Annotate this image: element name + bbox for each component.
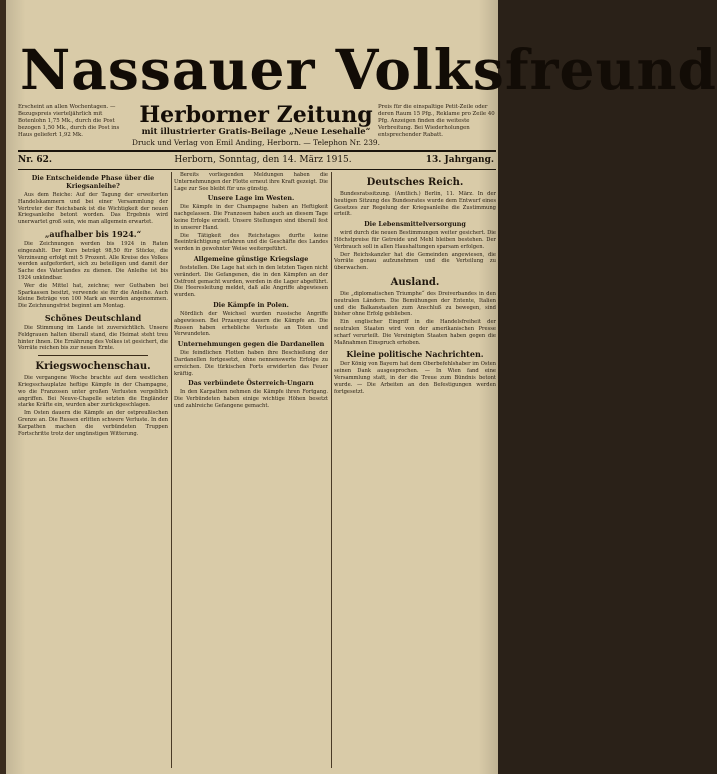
article-heading: Allgemeine günstige Kriegslage [193, 254, 309, 263]
article-paragraph: Bundesratssitzung. (Amtlich.) Berlin, 11. März. In der heutigen Sitzung des Bundesrates wurde dem Entwurf eines Gesetzes zur Regelung der Kriegsanleihe die Zustimmung erteilt. [334, 191, 496, 218]
article-heading: Das verbündete Österreich-Ungarn [188, 379, 314, 388]
column-separator [171, 172, 172, 768]
article-heading: Kleine politische Nachrichten. [346, 349, 484, 360]
article-heading: Die Entscheidende Phase über die Kriegsanleihe? [31, 174, 155, 190]
article-paragraph: Die Zeichnungen werden bis 1924 in Raten eingezahlt. Der Kurs beträgt 98,50 für Stücke, die Verzinsung erfolgt mit 5 Prozent. Alle Kreise des Volkes werden aufgefordert, sich zu beteiligen und damit der Sache des Vaterlandes zu dienen. Die Anleihe ist bis 1924 unkündbar. [18, 240, 168, 281]
article-paragraph: Wer die Mittel hat, zeichne; wer Guthaben bei Sparkassen besitzt, verwende sie für die Anleihe. Auch kleine Beträge von 100 Mark an werden angenommen. Die Zeichnungsfrist beginnt am Montag. [18, 282, 168, 310]
dateline [18, 152, 496, 168]
article-paragraph: Die feindlichen Flotten haben ihre Beschießung der Dardanellen fortgesetzt, ohne nennenswerte Erfolge zu erreichen. Die türkischen Forts erwiderten das Feuer kräftig. [174, 350, 328, 377]
article-paragraph: Im Osten dauern die Kämpfe an der ostpreußischen Grenze an. Die Russen erlitten schwere Verluste. In den Karpathen machen die verbündeten Truppen Fortschritte trotz der ungünstigen Witterung. [18, 410, 168, 437]
advertising-price-box: Preis für die einspaltige Petit-Zeile oder deren Raum 15 Pfg., Reklame pro Zeile 40 Pfg. Anzeigen finden die weiteste Verbreitung. Bei Wiederholungen entsprechender Rabatt. [378, 104, 495, 139]
column-separator [331, 172, 332, 768]
issue-place-date: Herborn, Sonntag, den 14. März 1915. [174, 155, 352, 165]
column-1 [18, 172, 168, 768]
article-paragraph: Der König von Bayern hat dem Oberbefehlshaber im Osten seinen Dank ausgesprochen. — In Wien fand eine Versammlung statt, in der die Treue zum Bündnis betont wurde. — Die Arbeiten an den Befestigungen werden fortgesetzt. [334, 361, 496, 395]
article-paragraph: Der Reichskanzler hat die Gemeinden angewiesen, die Vorräte genau aufzunehmen und die Verteilung zu überwachen. [334, 251, 496, 272]
article-separator [38, 355, 148, 356]
issue-year: 13. Jahrgang. [425, 155, 494, 165]
masthead-imprint: Druck und Verlag von Emil Anding, Herborn. — Telephon Nr. 239. [132, 138, 380, 147]
masthead-subtitle: Herborner Zeitung [139, 102, 373, 128]
article-paragraph: Die Kämpfe in der Champagne haben an Heftigkeit nachgelassen. Die Franzosen haben auch an diesem Tage keine Erfolge erzielt. Unsere Stellungen sind überall fest in unserer Hand. [174, 204, 328, 231]
article-paragraph: Nördlich der Weichsel wurden russische Angriffe abgewiesen. Bei Przasnysz dauern die Kämpfe an. Die Russen haben erhebliche Verluste an Toten und Verwundeten. [174, 310, 328, 338]
masthead-title: Nassauer Volksfreund [20, 37, 717, 102]
article-paragraph: In den Karpathen nehmen die Kämpfe ihren Fortgang. Die Verbündeten haben einige wichtige Höhen besetzt und zahlreiche Gefangene gemacht. [174, 389, 328, 409]
subscription-info-box: Erscheint an allen Wochentagen. — Bezugspreis vierteljährlich mit Botenlohn 1,75 Mk., durch die Post bezogen 1,50 Mk., durch die Post ins Haus geliefert 1,92 Mk. [18, 104, 120, 139]
article-heading: Kriegswochenschau. [35, 361, 151, 373]
article-paragraph: feststellen. Die Lage hat sich in den letzten Tagen nicht verändert. Die Gefangenen, die in den Kämpfen an der Ostfront gemacht wurden, werden in die Lager abgeführt. Die Heeresleitung meldet, daß alle Angriffe abgewiesen wurden. [174, 264, 328, 299]
article-paragraph: Die Tätigkeit des Reichstages durfte keine Beeinträchtigung erfahren und die Geschäfte des Landes werden in gewohnter Weise weitergeführt. [174, 232, 328, 253]
column-3 [334, 172, 496, 768]
article-paragraph: Die Stimmung im Lande ist zuversichtlich. Unsere Feldgrauen halten überall stand, die Heimat steht treu hinter ihnen. Die Ernährung des Volkes ist gesichert, die Vorräte reichen bis zur neuen Ernte. [18, 324, 168, 352]
article-heading: Die Lebensmittelversorgung [364, 220, 466, 229]
newspaper-page [6, 0, 717, 774]
article-paragraph: Die „diplomatischen Triumphe“ des Dreiverbandes in den neutralen Ländern. Die Bemühungen der Entente, Italien und die Balkanstaaten zum Anschluß zu bewegen, sind bisher ohne Erfolg geblieben. [334, 290, 496, 318]
masthead-rule-bottom [18, 169, 496, 170]
column-2 [174, 172, 328, 768]
article-heading: Schönes Deutschland [44, 312, 142, 323]
article-paragraph: Bereits vorliegenden Meldungen haben die Unternehmungen der Flotte erneut ihre Kraft gezeigt. Die Lage zur See bleibt für uns günstig. [174, 172, 328, 192]
article-heading: Deutsches Reich. [366, 177, 464, 188]
issue-number: Nr. 62. [18, 155, 53, 165]
article-paragraph: Ein englischer Eingriff in die Handelsfreiheit der neutralen Staaten wird von der amerikanischen Presse scharf verurteilt. Die Vereinigten Staaten haben gegen die Maßnahmen Einspruch erhoben. [334, 319, 496, 346]
article-heading: Unternehmungen gegen die Dardanellen [177, 340, 325, 349]
article-heading: Die Kämpfe in Polen. [213, 300, 289, 309]
masthead-supplement: mit illustrierter Gratis-Beilage „Neue Lesehalle“ [141, 126, 371, 136]
article-heading: Unsere Lage im Westen. [207, 194, 295, 203]
article-paragraph: Aus dem Reiche: Auf der Tagung der erweiterten Handelskammern und bei einer Versammlung der Vertreter der Reichsbank ist die Wichtigkeit der neuen Kriegsanleihe betont worden. Das Ergebnis wird unerwartet groß sein, wie man allgemein erwartet. [18, 192, 168, 226]
article-paragraph: wird durch die neuen Bestimmungen weiter gesichert. Die Höchstpreise für Getreide und Mehl bleiben bestehen. Der Verbrauch soll in allen Haushaltungen sparsam erfolgen. [334, 230, 496, 250]
article-heading: Ausland. [390, 276, 440, 288]
article-heading: „aufhalber bis 1924.“ [44, 228, 142, 239]
article-paragraph: Die vergangene Woche brachte auf dem westlichen Kriegsschauplatze heftige Kämpfe in der Champagne, wo die Franzosen unter großen Verlusten vergeblich angriffen. Bei Neuve-Chapelle setzten die Engländer starke Kräfte ein, wurden aber zurückgeschlagen. [18, 375, 168, 409]
